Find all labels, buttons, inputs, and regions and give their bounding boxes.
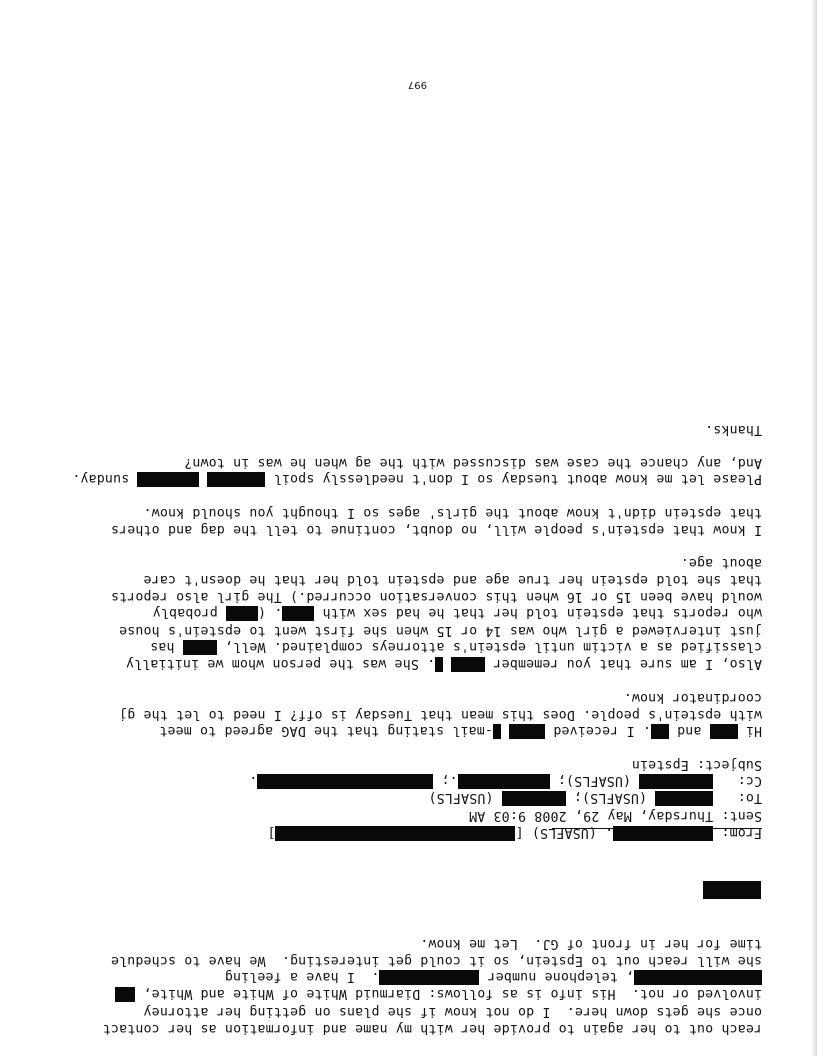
text: . I received <box>553 723 651 738</box>
redaction <box>451 657 485 672</box>
body-p4-line-2 <box>184 454 762 470</box>
redaction <box>509 724 545 739</box>
text: . I have a feeling <box>224 969 380 984</box>
text: -mail stating that the DAG agreed to meet <box>159 723 493 738</box>
text: about age. <box>680 555 762 570</box>
text: she will reach out to Epstein, so it could get interesting. We have to schedule <box>110 953 762 968</box>
text: who reports that epstein told her that he had sex with <box>322 605 762 620</box>
text: and <box>677 723 702 738</box>
text: would have been 15 or 16 when this conversation occurred.) The girl also reports <box>110 589 762 604</box>
redaction <box>435 657 443 672</box>
redaction <box>379 970 479 985</box>
redaction <box>613 826 713 841</box>
body-p2-line-7 <box>681 554 762 570</box>
redaction <box>493 724 501 739</box>
body-p1-line-3 <box>624 689 762 705</box>
text: Please let me know about tuesday so I don't needlessly spoil <box>273 471 762 486</box>
text: (USAFLS); <box>573 790 656 805</box>
body-p4-line-1 <box>72 470 762 487</box>
redaction <box>703 881 761 899</box>
text: that epstein didn't know about the girls' ages so I thought you should know. <box>143 505 762 520</box>
text: (USAFLS); <box>557 773 640 788</box>
text: . (USAFLS) [ <box>515 825 614 840</box>
text: with epstein's people. Does this mean that Tuesday is off? I need to let the gj <box>118 707 762 722</box>
body-p3-line-2 <box>143 504 762 520</box>
text: .; <box>441 773 458 788</box>
redaction <box>458 774 550 789</box>
redaction <box>710 724 738 739</box>
redaction <box>275 826 515 841</box>
text: . ( <box>257 605 283 620</box>
continuation-line-2 <box>143 1003 762 1019</box>
text: sunday. <box>72 471 130 486</box>
redaction <box>655 791 713 806</box>
body-p3-line-1 <box>111 521 762 537</box>
body-p1-line-1 <box>159 722 762 739</box>
text: just interviewed a girl who was 14 or 15 when she first went to epstein's house <box>118 623 762 638</box>
body-p2-line-2 <box>150 638 762 655</box>
header-to <box>428 789 762 806</box>
continuation-line-5 <box>111 952 762 968</box>
text: Also, I am sure that you remember <box>493 656 762 671</box>
redaction <box>639 774 713 789</box>
redaction <box>115 987 135 1002</box>
body-thanks <box>705 421 762 437</box>
redaction <box>257 774 433 789</box>
signature-redaction <box>703 879 761 899</box>
text: Sent: Thursday, May 29, 2008 9:03 AM <box>468 808 762 823</box>
continuation-line-6 <box>420 935 762 951</box>
header-cc <box>249 772 762 789</box>
text: Subject: Epstein <box>631 757 762 772</box>
body-p2-line-6 <box>143 571 762 587</box>
text: . She was the person whom we initially <box>125 656 436 671</box>
redaction <box>183 640 217 655</box>
header-from <box>267 824 762 841</box>
redaction <box>226 606 258 621</box>
header-sent <box>469 807 762 823</box>
text: . <box>249 773 258 788</box>
text: coordinator know. <box>623 690 762 705</box>
text: ] <box>267 825 276 840</box>
body-p2-line-3 <box>119 622 762 638</box>
redaction <box>207 472 265 487</box>
text: time for her in front of GJ. Let me know. <box>420 936 762 951</box>
redaction <box>137 472 199 487</box>
continuation-line-4 <box>225 968 762 985</box>
header-subject <box>632 756 762 772</box>
text: And, any chance the case was discussed with the ag when he was in town? <box>184 455 762 470</box>
text: To: <box>737 790 762 805</box>
text: reach out to her again to provide her with my name and information as her contact <box>102 1021 762 1036</box>
continuation-line-1 <box>103 1020 762 1036</box>
body-p1-line-2 <box>119 706 762 722</box>
text: classified as a victim until epstein's attorneys complained. Well, <box>224 639 762 654</box>
text: Hi <box>745 723 762 738</box>
redaction <box>651 724 669 739</box>
redaction <box>282 606 314 621</box>
text: Thanks. <box>705 422 762 437</box>
body-p2-line-5 <box>111 588 762 604</box>
text: , telephone number <box>487 969 634 984</box>
text: I know that epstein's people will, no doubt, continue to tell the dag and others <box>110 522 762 537</box>
text: once she gets down here. I do not know if she plans on getting her attorney <box>143 1004 762 1019</box>
redaction <box>634 970 762 985</box>
text: Cc: <box>737 773 762 788</box>
text: probably <box>152 605 226 620</box>
text: involved or not. His info is as follows: Diarmuid White of White and White, <box>143 986 762 1001</box>
text: that she told epstein her true age and epstein told her that he doesn't care <box>143 572 762 587</box>
redaction <box>502 791 566 806</box>
body-p2-line-1 <box>126 655 762 672</box>
text: From: <box>721 825 762 840</box>
text: (USAFLS) <box>428 790 502 805</box>
continuation-line-3 <box>115 985 762 1002</box>
text: has <box>150 639 175 654</box>
page-number: 997 <box>407 79 427 90</box>
body-p2-line-4 <box>153 604 762 621</box>
